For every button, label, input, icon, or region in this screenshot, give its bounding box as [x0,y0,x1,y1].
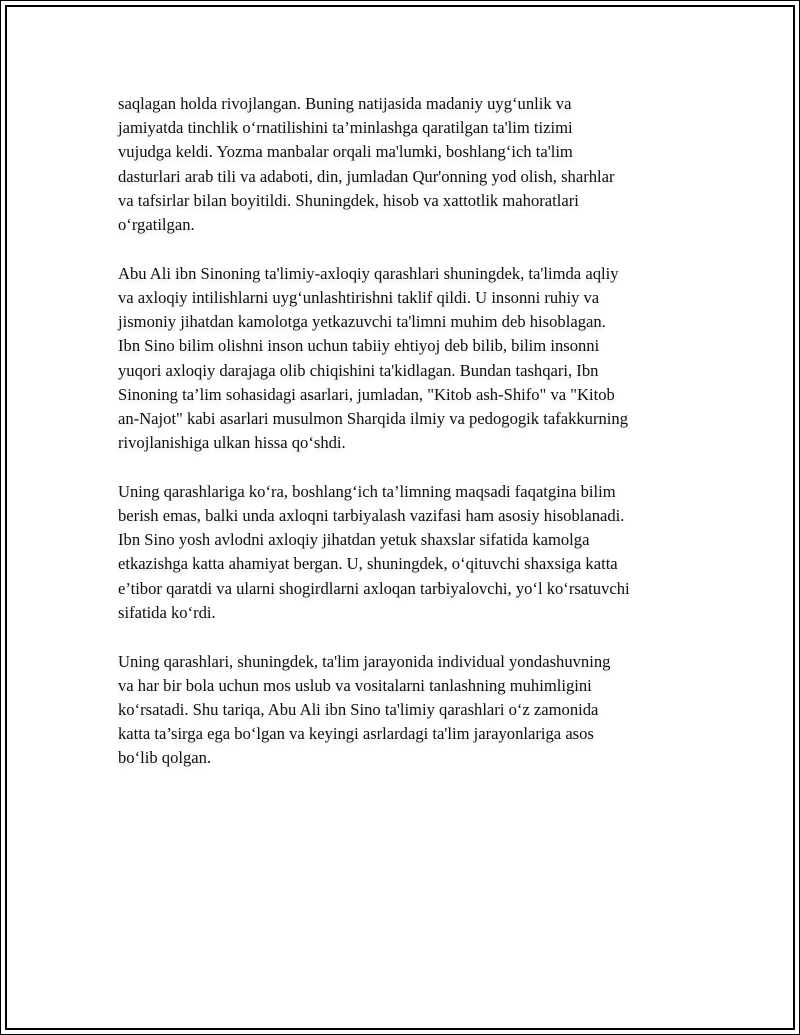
paragraph-2 [118,262,690,456]
text-line: ko‘rsatadi. Shu tariqa, Abu Ali ibn Sino ta'limiy qarashlari o‘z zamonida [118,699,599,719]
text-line: etkazishga katta ahamiyat bergan. U, shuningdek, o‘qituvchi shaxsiga katta [118,554,618,574]
text-line: bo‘lib qolgan. [118,748,212,768]
document-body [118,92,690,795]
text-line: jismoniy jihatdan kamolotga yetkazuvchi ta'limni muhim deb hisoblagan. [118,312,606,332]
text-line: jamiyatda tinchlik o‘rnatilishini ta’minlashga qaratilgan ta'lim tizimi [118,118,573,138]
text-line: Uning qarashlari, shuningdek, ta'lim jarayonida individual yondashuvning [118,651,611,671]
paragraph-4 [118,650,690,771]
text-line: Uning qarashlariga ko‘ra, boshlang‘ich ta’limning maqsadi faqatgina bilim [118,481,616,501]
text-line: Sinoning ta’lim sohasidagi asarlari, jumladan, "Kitob ash-Shifo" va "Kitob [118,384,615,404]
text-line: yuqori axloqiy darajaga olib chiqishini ta'kidlagan. Bundan tashqari, Ibn [118,360,599,380]
text-line: an-Najot" kabi asarlari musulmon Sharqida ilmiy va pedogogik tafakkurning [118,408,628,428]
text-line: va tafsirlar bilan boyitildi. Shuningdek, hisob va xattotlik mahoratlari [118,190,579,210]
text-line: katta ta’sirga ega bo‘lgan va keyingi asrlardagi ta'lim jarayonlariga asos [118,724,594,744]
paragraph-1 [118,92,690,237]
text-line: e’tibor qaratdi va ularni shogirdlarni axloqan tarbiyalovchi, yo‘l ko‘rsatuvchi [118,578,630,598]
text-line: va har bir bola uchun mos uslub va vositalarni tanlashning muhimligini [118,675,592,695]
text-line: dasturlari arab tili va adaboti, din, jumladan Qur'onning yod olish, sharhlar [118,166,615,186]
text-line: vujudga keldi. Yozma manbalar orqali ma'lumki, boshlang‘ich ta'lim [118,142,573,162]
text-line: saqlagan holda rivojlangan. Buning natijasida madaniy uyg‘unlik va [118,94,572,113]
text-line: berish emas, balki unda axloqni tarbiyalash vazifasi ham asosiy hisoblanadi. [118,506,625,526]
text-line: Ibn Sino yosh avlodni axloqiy jihatdan yetuk shaxslar sifatida kamolga [118,530,590,550]
paragraph-3 [118,480,690,625]
text-line: Ibn Sino bilim olishni inson uchun tabiiy ehtiyoj deb bilib, bilim insonni [118,336,600,356]
text-line: o‘rgatilgan. [118,215,195,235]
text-line: va axloqiy intilishlarni uyg‘unlashtirishni taklif qildi. U insonni ruhiy va [118,287,600,307]
text-line: sifatida ko‘rdi. [118,602,216,622]
text-line: Abu Ali ibn Sinoning ta'limiy-axloqiy qarashlari shuningdek, ta'limda aqliy [118,263,619,283]
text-line: rivojlanishiga ulkan hissa qo‘shdi. [118,433,346,453]
